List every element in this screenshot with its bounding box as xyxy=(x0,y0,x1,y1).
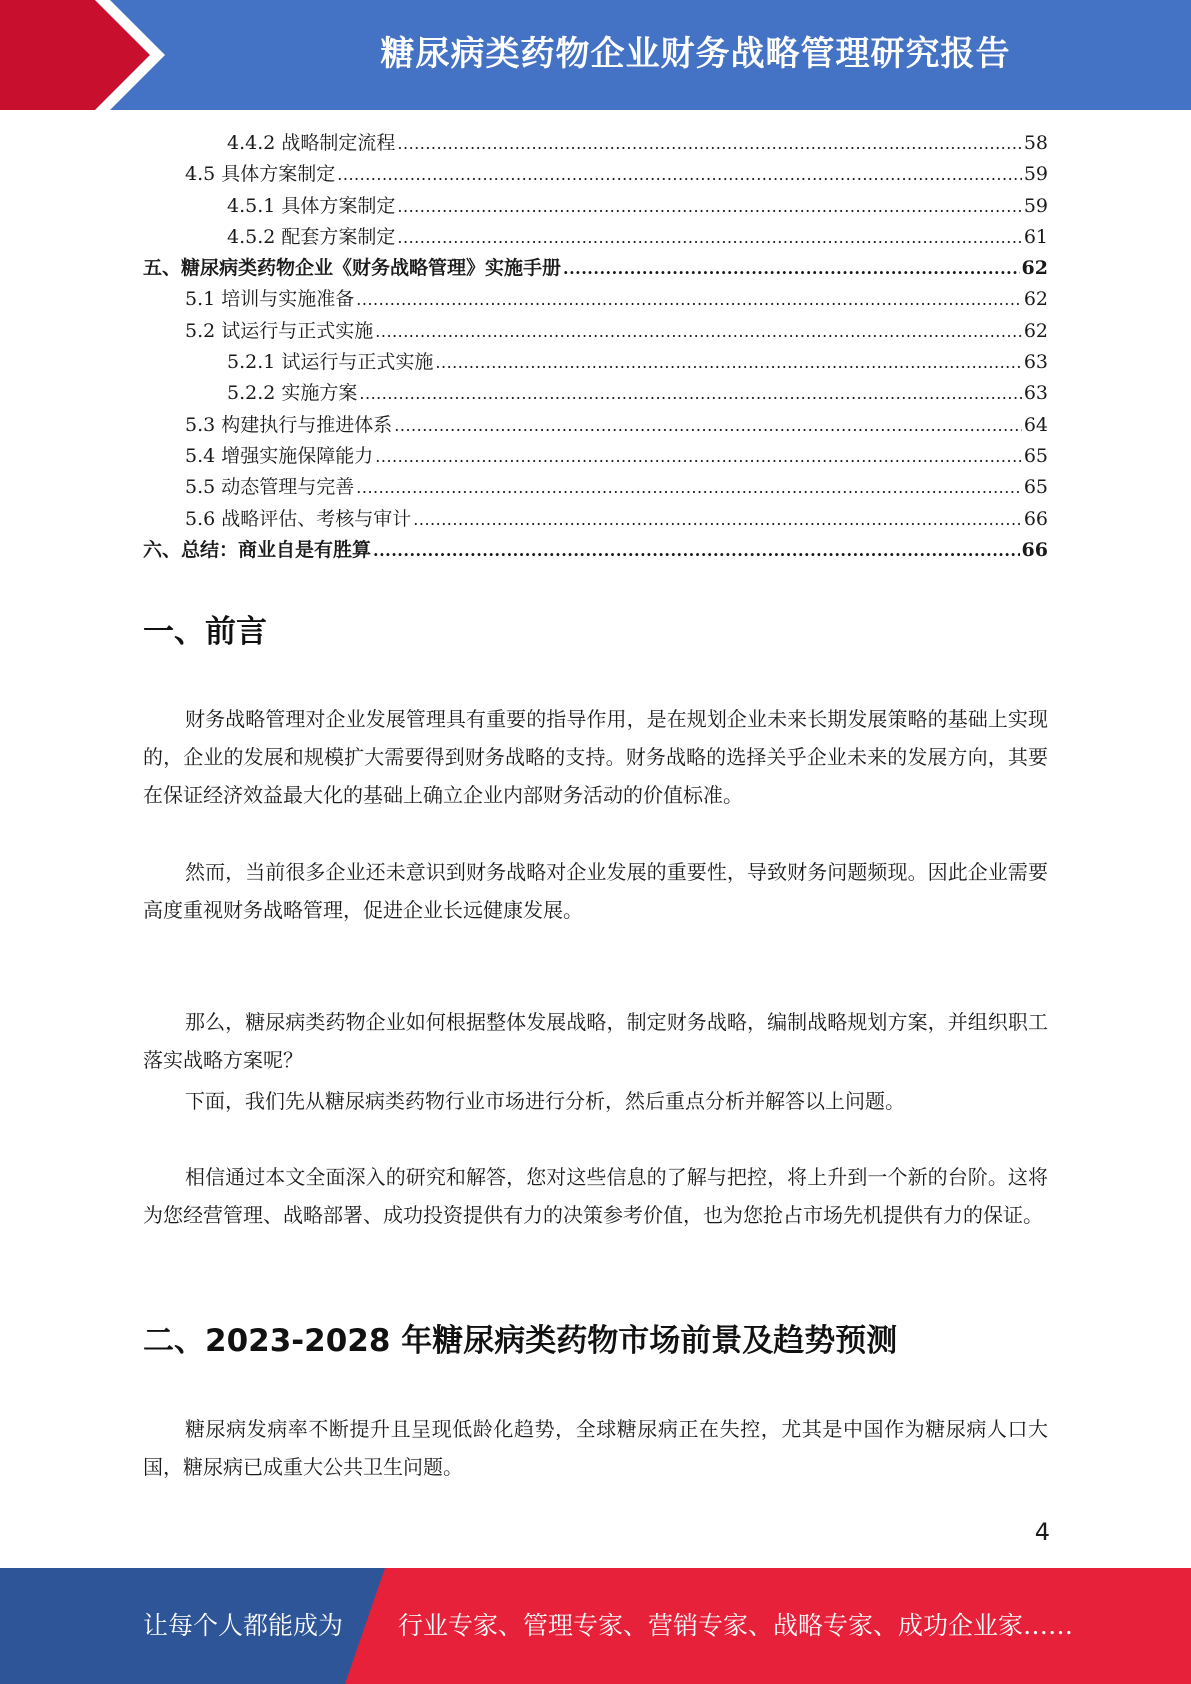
toc-leader-dots xyxy=(413,510,1022,529)
toc-entry-page: 64 xyxy=(1023,413,1048,436)
toc-entry-title: 5.2.2 实施方案 xyxy=(227,382,358,405)
toc-entry[interactable] xyxy=(143,191,1048,222)
toc-leader-dots xyxy=(337,165,1022,184)
toc-entry-title: 4.5 具体方案制定 xyxy=(185,163,336,186)
toc-entry[interactable] xyxy=(143,253,1048,284)
toc-entry-page: 62 xyxy=(1023,288,1048,311)
toc-entry-page: 66 xyxy=(1021,538,1048,561)
toc-entry[interactable] xyxy=(143,410,1048,441)
toc-leader-dots xyxy=(375,322,1022,341)
toc-entry-title: 5.4 增强实施保障能力 xyxy=(185,444,374,467)
section-heading-market-outlook: 二、2023-2028 年糖尿病类药物市场前景及趋势预测 xyxy=(143,1323,898,1359)
paragraph: 那么，糖尿病类药物企业如何根据整体发展战略，制定财务战略，编制战略规划方案，并组织职工落实战略方案呢？ xyxy=(143,1010,1048,1072)
toc-leader-dots xyxy=(359,384,1021,403)
header-banner xyxy=(0,0,1191,110)
paragraph: 相信通过本文全面深入的研究和解答，您对这些信息的了解与把控，将上升到一个新的台阶。这将为您经营管理、战略部署、成功投资提供有力的决策参考价值，也为您抢占市场先机提供有力的保证。 xyxy=(143,1165,1048,1227)
toc-entry-title: 5.3 构建执行与推进体系 xyxy=(185,413,393,436)
toc-entry-title: 5.5 动态管理与完善 xyxy=(185,476,355,499)
toc-entry-title: 5.6 战略评估、考核与审计 xyxy=(185,507,412,530)
toc-entry[interactable] xyxy=(143,504,1048,535)
toc-leader-dots xyxy=(373,541,1020,560)
toc-entry[interactable] xyxy=(143,222,1048,253)
toc-entry-page: 61 xyxy=(1023,225,1048,248)
toc-entry-title: 5.2.1 试运行与正式实施 xyxy=(227,351,434,374)
toc-leader-dots xyxy=(563,259,1020,278)
toc-entry-title: 5.2 试运行与正式实施 xyxy=(185,319,374,342)
toc-entry-title: 五、糖尿病类药物企业《财务战略管理》实施手册 xyxy=(143,257,562,280)
table-of-contents xyxy=(143,128,1048,566)
paragraph: 糖尿病发病率不断提升且呈现低龄化趋势，全球糖尿病正在失控，尤其是中国作为糖尿病人口大国，糖尿病已成重大公共卫生问题。 xyxy=(143,1417,1048,1479)
footer-banner xyxy=(0,1568,1191,1684)
toc-entry-page: 65 xyxy=(1023,476,1048,499)
document-title: 糖尿病类药物企业财务战略管理研究报告 xyxy=(380,34,1011,74)
toc-entry-page: 58 xyxy=(1023,132,1048,154)
toc-leader-dots xyxy=(356,478,1022,497)
toc-leader-dots xyxy=(397,134,1021,153)
toc-entry-page: 59 xyxy=(1023,194,1048,217)
toc-entry-page: 66 xyxy=(1023,507,1048,530)
toc-entry[interactable] xyxy=(143,316,1048,347)
toc-entry[interactable] xyxy=(143,472,1048,503)
page-number: 4 xyxy=(1034,1518,1050,1546)
toc-entry[interactable] xyxy=(143,159,1048,190)
toc-entry-page: 62 xyxy=(1023,319,1048,342)
toc-leader-dots xyxy=(435,353,1021,372)
toc-entry-title: 5.1 培训与实施准备 xyxy=(185,288,355,311)
toc-entry-page: 59 xyxy=(1023,163,1048,186)
toc-entry-page: 63 xyxy=(1023,382,1048,405)
toc-entry[interactable] xyxy=(143,284,1048,315)
toc-entry-page: 62 xyxy=(1021,257,1048,280)
toc-entry-title: 六、总结：商业自是有胜算 xyxy=(143,538,372,561)
paragraph: 然而，当前很多企业还未意识到财务战略对企业发展的重要性，导致财务问题频现。因此企业需要高度重视财务战略管理，促进企业长远健康发展。 xyxy=(143,860,1048,922)
toc-leader-dots xyxy=(397,197,1021,216)
paragraph: 财务战略管理对企业发展管理具有重要的指导作用，是在规划企业未来长期发展策略的基础上实现的，企业的发展和规模扩大需要得到财务战略的支持。财务战略的选择关乎企业未来的发展方向，其要在保证经济效益最大化的基础上确立企业内部财务活动的价值标准。 xyxy=(143,707,1048,807)
toc-entry[interactable] xyxy=(143,378,1048,409)
toc-entry[interactable] xyxy=(143,128,1048,159)
toc-leader-dots xyxy=(375,447,1022,466)
section-heading-preface: 一、前言 xyxy=(143,614,267,650)
toc-leader-dots xyxy=(356,290,1022,309)
toc-entry-title: 4.5.1 具体方案制定 xyxy=(227,194,396,217)
toc-entry[interactable] xyxy=(143,441,1048,472)
toc-entry-page: 65 xyxy=(1023,444,1048,467)
paragraph: 下面，我们先从糖尿病类药物行业市场进行分析，然后重点分析并解答以上问题。 xyxy=(185,1089,905,1113)
toc-entry-title: 4.4.2 战略制定流程 xyxy=(227,132,396,154)
toc-entry[interactable] xyxy=(143,535,1048,566)
toc-leader-dots xyxy=(397,228,1021,247)
footer-slogan-right: 行业专家、管理专家、营销专家、战略专家、成功企业家…… xyxy=(398,1611,1074,1640)
toc-entry-page: 63 xyxy=(1023,351,1048,374)
toc-leader-dots xyxy=(394,416,1022,435)
toc-entry-title: 4.5.2 配套方案制定 xyxy=(227,225,396,248)
footer-slogan-left: 让每个人都能成为 xyxy=(143,1611,344,1640)
toc-entry[interactable] xyxy=(143,347,1048,378)
